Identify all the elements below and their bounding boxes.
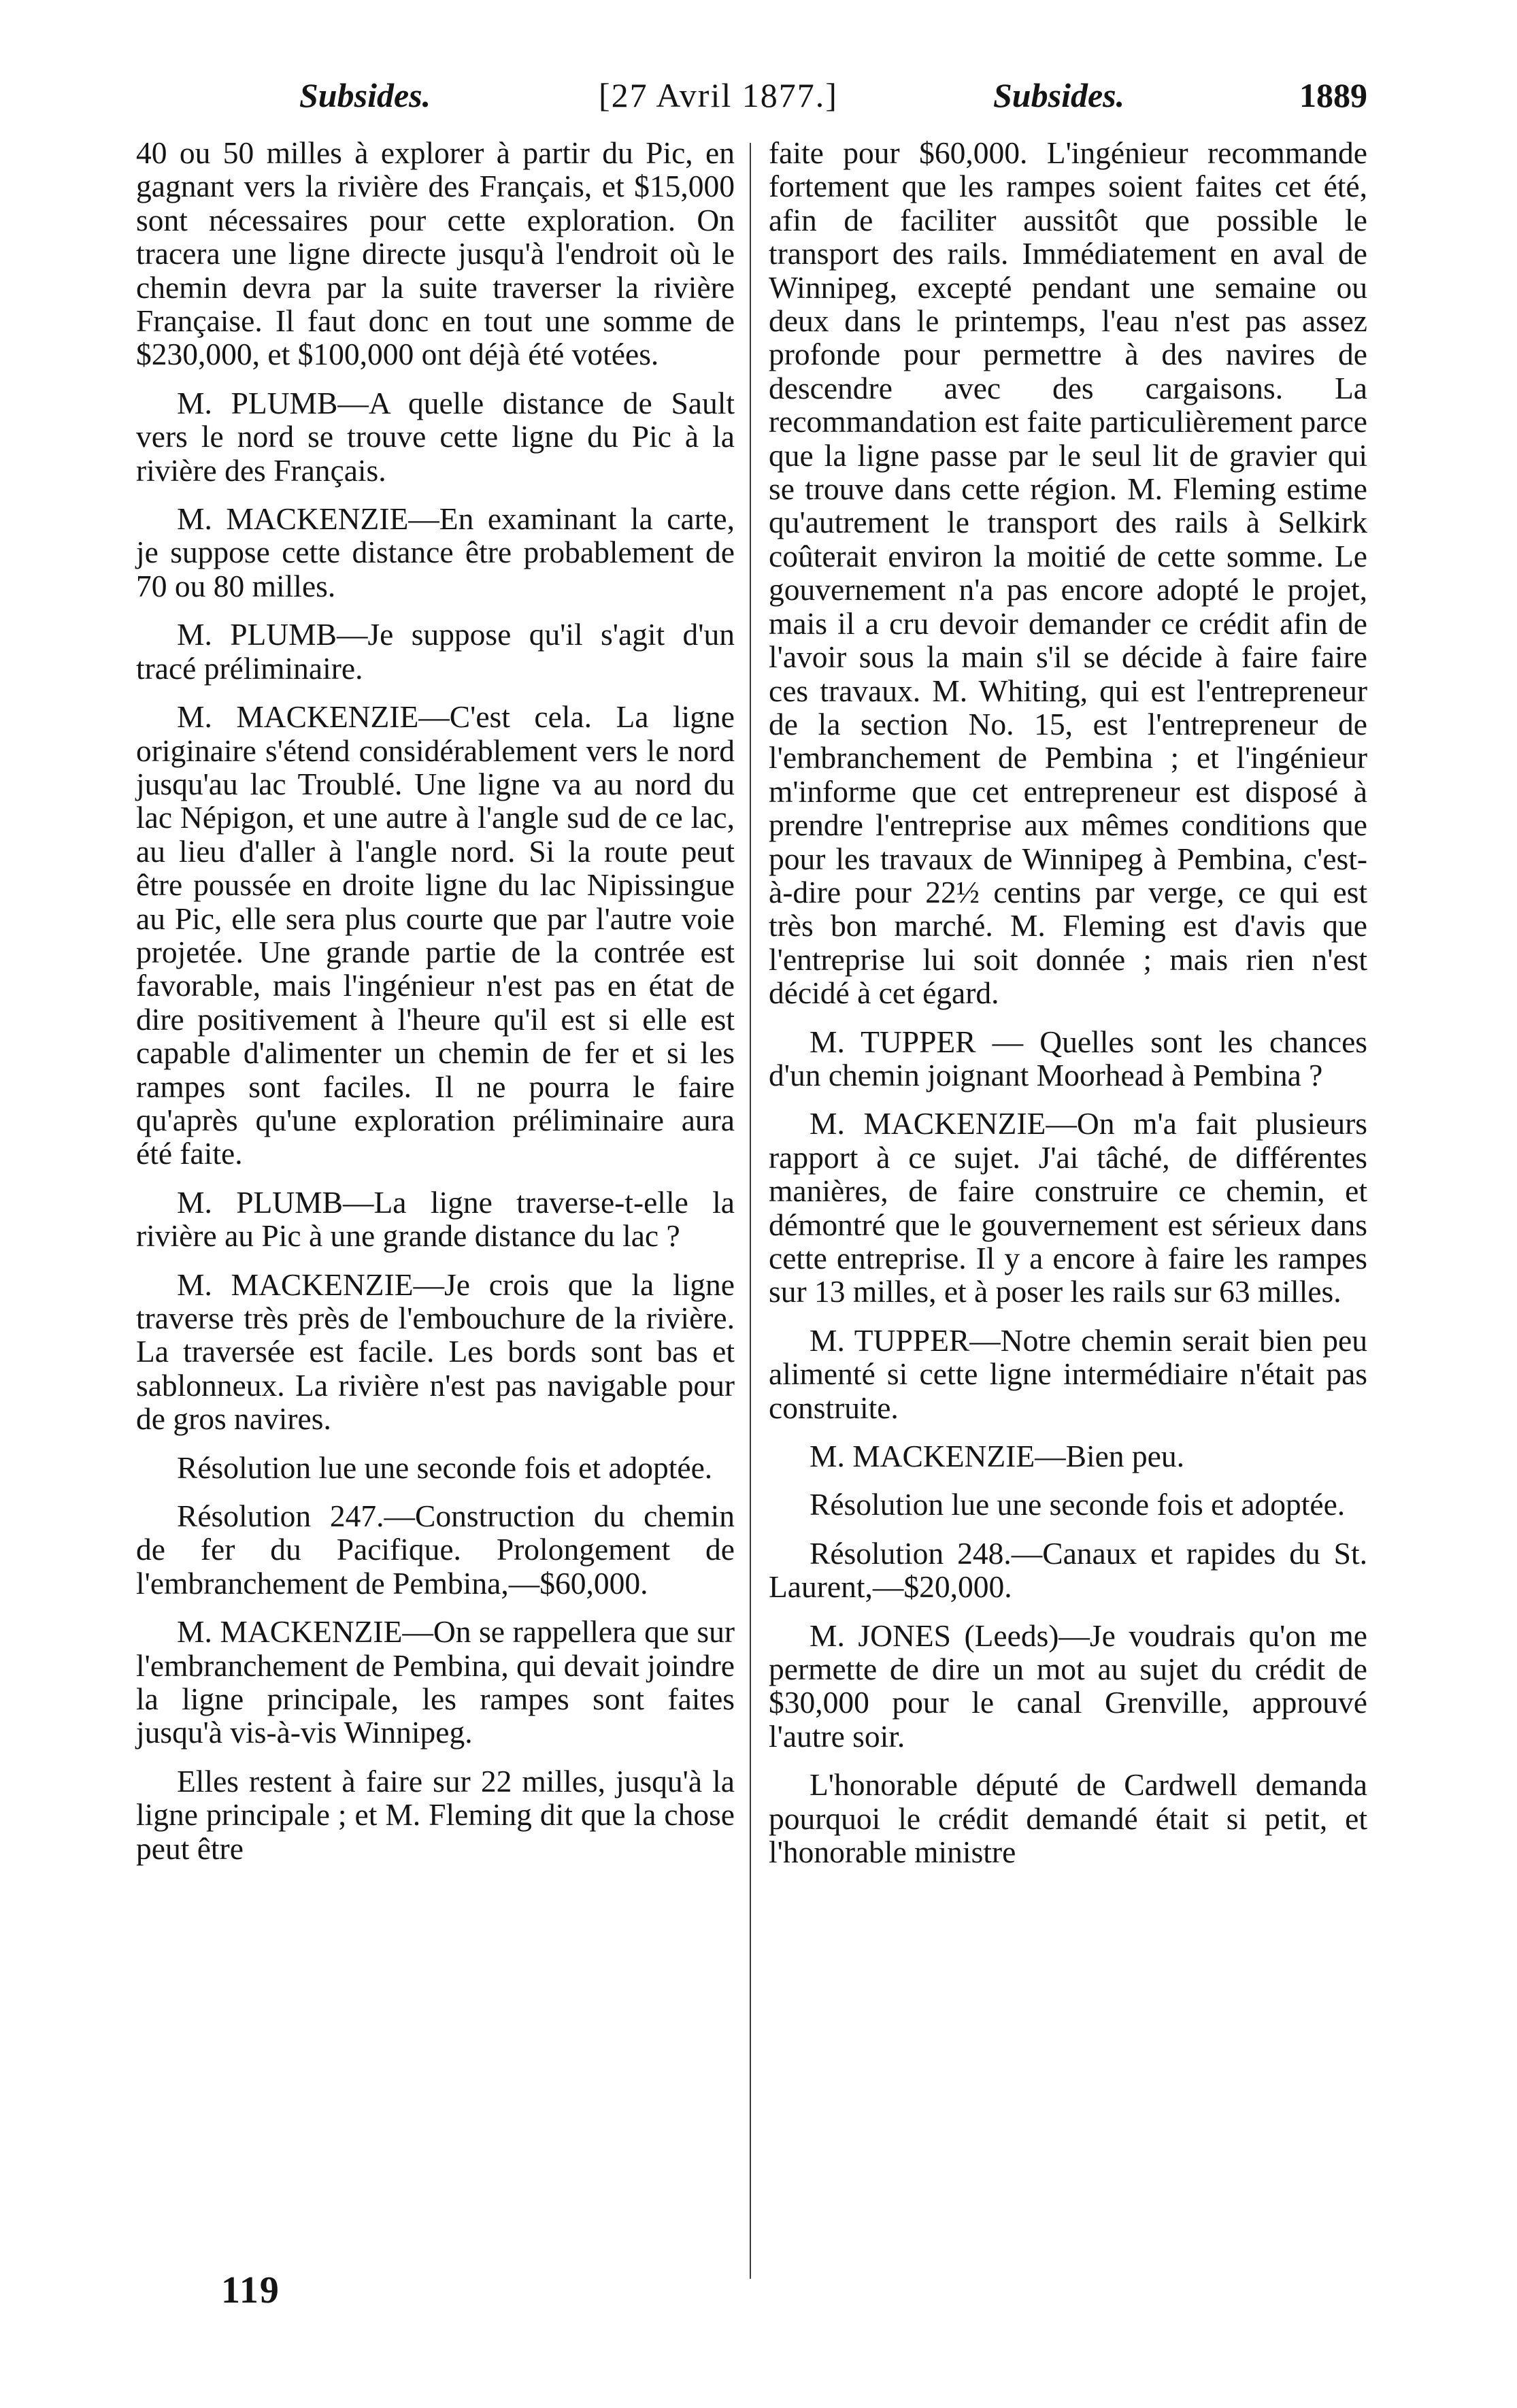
page-header — [136, 68, 1367, 122]
paragraph: M. PLUMB—Je suppose qu'il s'agit d'un tracé préliminaire. — [136, 617, 735, 686]
paragraph: M. MACKENZIE—Je crois que la ligne traverse très près de l'embouchure de la rivière. La traversée est facile. Les bords sont bas et sablonneux. La rivière n'est pas navigable pour de gros navires. — [136, 1267, 735, 1437]
paragraph: M. MACKENZIE—En examinant la carte, je suppose cette distance être probablement de 70 ou 80 milles. — [136, 501, 735, 603]
header-date: [27 Avril 1877.] — [599, 76, 838, 114]
header-right-title: Subsides. — [993, 76, 1125, 114]
paragraph: Résolution lue une seconde fois et adoptée. — [177, 1450, 713, 1485]
paragraph: M. TUPPER—Notre chemin serait bien peu alimenté si cette ligne intermédiaire n'était pas construite. — [769, 1322, 1367, 1425]
column-divider — [750, 143, 751, 2279]
paragraph: M. TUPPER — Quelles sont les chances d'un chemin joignant Moorhead à Pembina ? — [769, 1024, 1367, 1092]
paragraph: M. MACKENZIE—Bien peu. — [810, 1439, 1184, 1474]
paragraph: faite pour $60,000. L'ingénieur recommande fortement que les rampes soient faites cet été, afin de faciliter aussitôt que possible le transport des rails. Immédiatement en aval de Winnipeg, excepté pendant une semaine ou deux dans le printemps, l'eau n'est pas assez profonde pour permettre à des navires de descendre avec des cargaisons. La recommandation est faite particulièrement parce que la ligne passe par le seul lit de gravier qui se trouve dans cette région. M. Fleming estime qu'autrement le transport des rails à Selkirk coûterait environ la moitié de cette somme. Le gouvernement n'a pas encore adopté le projet, mais il a cru devoir demander ce crédit afin de l'avoir sous la main s'il se décide à faire faire ces travaux. M. Whiting, qui est l'entrepreneur de la section No. 15, est l'entrepreneur de l'embranchement de Pembina ; et l'ingénieur m'informe que cet entrepreneur est disposé à prendre l'entreprise aux mêmes conditions que pour les travaux de Winnipeg à Pembina, c'est-à-dire pour 22½ centins par verge, ce qui est très bon marché. M. Fleming est d'avis que l'entreprise lui soit donnée ; mais rien n'est décidé à cet égard. — [769, 135, 1367, 1011]
paragraph: Elles restent à faire sur 22 milles, jusqu'à la ligne principale ; et M. Fleming dit que la chose peut être — [136, 1763, 735, 1866]
paragraph: M. PLUMB—La ligne traverse-t-elle la rivière au Pic à une grande distance du lac ? — [136, 1184, 735, 1254]
paragraph: M. JONES (Leeds)—Je voudrais qu'on me permette de dire un mot au sujet du crédit de $30,000 pour le canal Grenville, approuvé l'autre soir. — [769, 1618, 1367, 1754]
header-left-title: Subsides. — [299, 76, 431, 114]
printer-signature-mark: 119 — [221, 2269, 280, 2311]
paragraph: M. PLUMB—A quelle distance de Sault vers le nord se trouve cette ligne du Pic à la rivière des Français. — [136, 385, 735, 488]
paragraph: Résolution 248.—Canaux et rapides du St. Laurent,—$20,000. — [769, 1535, 1367, 1605]
paragraph: 40 ou 50 milles à explorer à partir du Pic, en gagnant vers la rivière des Français, et $15,000 sont nécessaires pour cette exploration. On tracera une ligne directe jusqu'à l'endroit où le chemin devra par la suite traverser la rivière Française. Il faut donc en tout une somme de $230,000, et $100,000 ont déjà été votées. — [136, 135, 735, 372]
page-number: 1889 — [1299, 76, 1367, 114]
left-column — [136, 136, 735, 1880]
paragraph: Résolution lue une seconde fois et adoptée. — [810, 1487, 1346, 1522]
right-column — [769, 136, 1367, 1884]
paragraph: M. MACKENZIE—On se rappellera que sur l'embranchement de Pembina, qui devait joindre la ligne principale, les rampes sont faites jusqu'à vis-à-vis Winnipeg. — [136, 1614, 735, 1750]
paragraph: M. MACKENZIE—C'est cela. La ligne originaire s'étend considérablement vers le nord jusqu'au lac Troublé. Une ligne va au nord du lac Népigon, et une autre à l'angle sud de ce lac, au lieu d'aller à l'angle nord. Si la route peut être poussée en droite ligne du lac Nipissingue au Pic, elle sera plus courte que par l'autre voie projetée. Une grande partie de la contrée est favorable, mais l'ingénieur n'est pas en état de dire positivement à l'heure qu'il est si elle est capable d'alimenter un chemin de fer et si les rampes sont faciles. Il ne pourra le faire qu'après qu'une exploration préliminaire aura été faite. — [136, 699, 735, 1171]
paragraph: Résolution 247.—Construction du chemin de fer du Pacifique. Prolongement de l'embranchement de Pembina,—$60,000. — [136, 1499, 735, 1601]
paragraph: L'honorable député de Cardwell demanda pourquoi le crédit demandé était si petit, et l'honorable ministre — [769, 1767, 1367, 1870]
paragraph: M. MACKENZIE—On m'a fait plusieurs rapport à ce sujet. J'ai tâché, de différentes manières, de faire construire ce chemin, et démontré que le gouvernement est sérieux dans cette entreprise. Il y a encore à faire les rampes sur 13 milles, et à poser les rails sur 63 milles. — [769, 1106, 1367, 1309]
